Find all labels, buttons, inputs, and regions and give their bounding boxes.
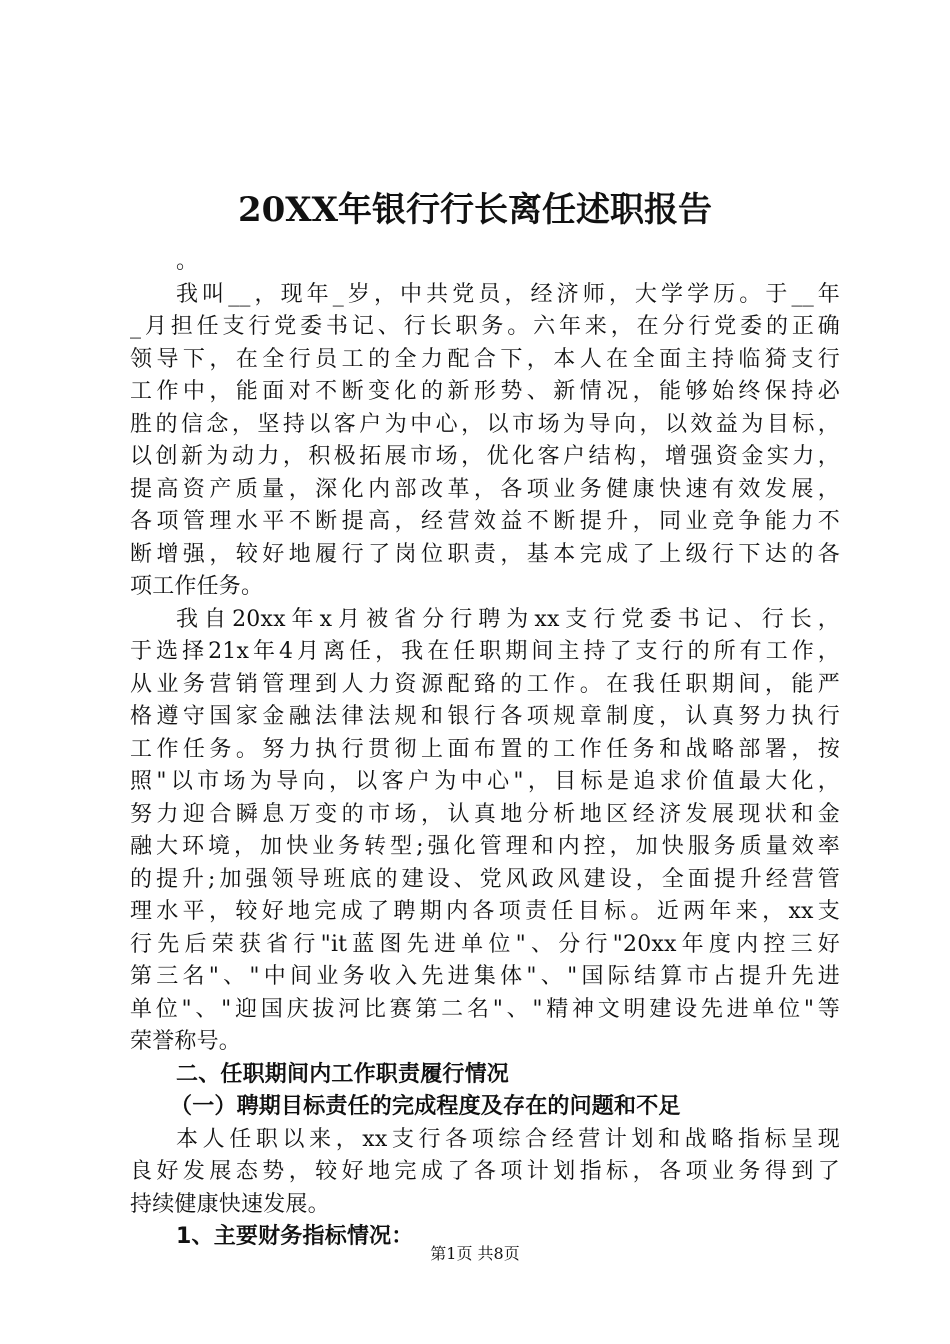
body-line: 融大环境，加快业务转型;强化管理和内控，加快服务质量效率 bbox=[130, 834, 840, 859]
body-line: 我叫__，现年_岁，中共党员，经济师，大学学历。于__年 bbox=[176, 281, 840, 307]
body-line: 胜的信念，坚持以客户为中心，以市场为导向，以效益为目标， bbox=[130, 411, 840, 437]
body-line: 理水平，较好地完成了聘期内各项责任目标。近两年来，xx支 bbox=[130, 899, 840, 924]
body-line: 各项管理水平不断提高，经营效益不断提升，同业竞争能力不 bbox=[130, 509, 840, 534]
body-line: 。 bbox=[176, 249, 199, 274]
body-line: 工作任务。努力执行贯彻上面布置的工作任务和战略部署，按 bbox=[130, 736, 840, 762]
body-line: 行先后荣获省行"it蓝图先进单位"、分行"20xx年度内控三好 bbox=[130, 931, 840, 957]
body-line: 第三名"、"中间业务收入先进集体"、"国际结算市占提升先进 bbox=[130, 964, 840, 989]
body-line: 努力迎合瞬息万变的市场，认真地分析地区经济发展现状和金 bbox=[130, 801, 840, 827]
body-line: 领导下，在全行员工的全力配合下，本人在全面主持临猗支行 bbox=[130, 346, 840, 372]
body-line: 于选择21x年4月离任，我在任职期间主持了支行的所有工作， bbox=[130, 639, 840, 664]
body-line: 断增强，较好地履行了岗位职责，基本完成了上级行下达的各 bbox=[130, 541, 840, 567]
section-heading: 二、任职期间内工作职责履行情况 bbox=[176, 1061, 510, 1087]
body-line: 的提升;加强领导班底的建设、党风政风建设，全面提升经营管 bbox=[130, 866, 840, 892]
body-line: 提高资产质量，深化内部改革，各项业务健康快速有效发展， bbox=[130, 476, 840, 502]
body-line: 本人任职以来，xx支行各项综合经营计划和战略指标呈现 bbox=[176, 1126, 840, 1152]
subsection-heading: （一）聘期目标责任的完成程度及存在的问题和不足 bbox=[170, 1094, 681, 1119]
item-heading: 1、主要财务指标情况： bbox=[176, 1224, 414, 1249]
body-line: 荣誉称号。 bbox=[130, 1029, 242, 1054]
body-line: 持续健康快速发展。 bbox=[130, 1191, 330, 1217]
body-line: _月担任支行党委书记、行长职务。六年来，在分行党委的正确 bbox=[130, 314, 840, 339]
document-body bbox=[130, 246, 840, 1254]
page-indicator: 第1页 共8页 bbox=[430, 1244, 520, 1263]
body-line: 良好发展态势，较好地完成了各项计划指标，各项业务得到了 bbox=[130, 1159, 840, 1184]
body-line: 以创新为动力，积极拓展市场，优化客户结构，增强资金实力， bbox=[130, 444, 840, 469]
body-line: 从业务营销管理到人力资源配臵的工作。在我任职期间，能严 bbox=[130, 671, 840, 697]
document-title: 20XX年银行行长离任述职报告 bbox=[237, 190, 713, 230]
body-line: 单位"、"迎国庆拔河比赛第二名"、"精神文明建设先进单位"等 bbox=[130, 996, 840, 1022]
body-line: 格遵守国家金融法律法规和银行各项规章制度，认真努力执行 bbox=[130, 704, 840, 729]
body-line: 工作中，能面对不断变化的新形势、新情况，能够始终保持必 bbox=[130, 379, 840, 404]
body-line: 我自20xx年x月被省分行聘为xx支行党委书记、行长， bbox=[176, 606, 840, 632]
body-line: 项工作任务。 bbox=[130, 574, 264, 599]
body-line: 照"以市场为导向，以客户为中心"，目标是追求价值最大化， bbox=[130, 769, 840, 794]
